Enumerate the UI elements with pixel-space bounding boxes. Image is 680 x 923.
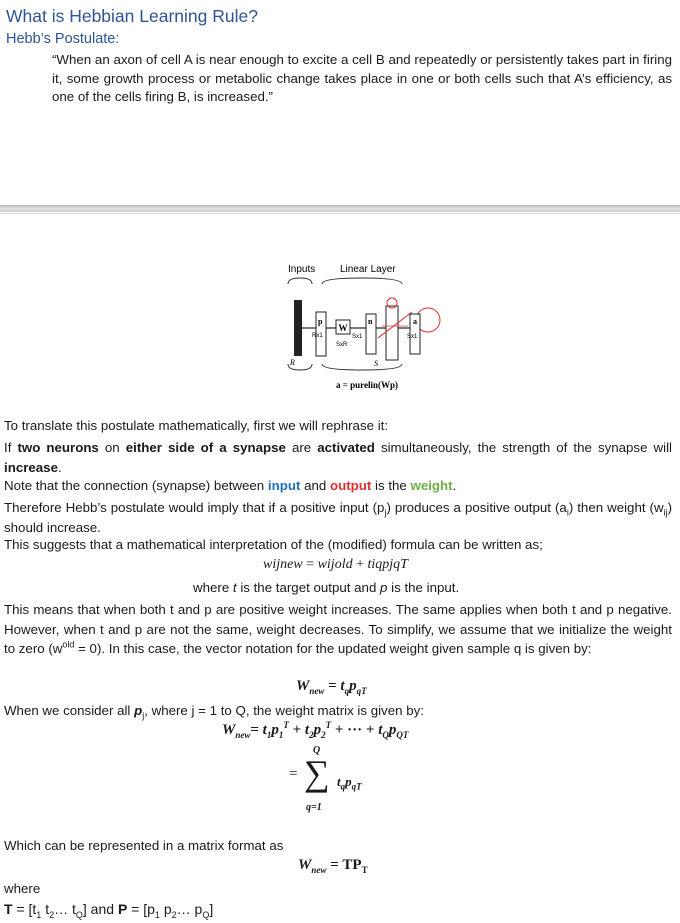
sign-explanation: This means that when both t and p are positive weight increases. The same applies when both t and p negative. However, when t and p are not the same, weight decreases. To simplify, we assume that we initialize the weight to zero $(w^{old} = 0)$. In this case, the vector notation for the updated weight given sample q is given by: (4, 602, 672, 656)
diagram-inputs-label: Inputs (288, 264, 316, 275)
section-subtitle: Hebb’s Postulate: (6, 31, 120, 47)
page-title: What is Hebbian Learning Rule? (6, 6, 258, 26)
diagram-w: W (338, 323, 348, 333)
diagram-a-dim: Sx1 (407, 334, 418, 340)
matrix-equation: $W_{new} = TP_T$ (298, 857, 368, 875)
hebb-quote: “When an axon of cell A is near enough to excite a cell B and repeatedly or persistently takes part in firing it, some growth process or metabolic change takes place in one or both cells such that A’s efficiency, as one of the cells firing B, is increased.” (52, 52, 672, 104)
sum-equals: = (289, 766, 298, 782)
page-divider-line (0, 213, 680, 214)
diagram-w-dim: SxR (336, 342, 348, 348)
diagram-p: p (318, 317, 323, 326)
rephrase-paragraph: If two neurons on either side of a synapse are activated simultaneously, the strength of the synapse will increase. (4, 440, 672, 475)
synapse-note: Note that the connection (synapse) between input and output is the weight. (4, 478, 457, 493)
layer-top-bracket (322, 278, 402, 284)
transfer-function-box (386, 306, 398, 360)
where-text: where (4, 881, 41, 896)
weight-update-equation: wijnew = wijold + tiqpjqT (263, 557, 408, 572)
inputs-top-bracket (288, 278, 312, 284)
diagram-caption: a = purelin(Wp) (336, 380, 398, 390)
diagram-r: R (290, 358, 295, 367)
diagram-s: S (374, 359, 378, 368)
diagram-layer-label: Linear Layer (340, 264, 396, 275)
matrix-definitions: $T = [t_1$ $t_2\dots$ $t_Q$] and $P = [p_1$ $p_2\dots$ $p_Q$] (4, 901, 214, 920)
sample-update-equation: $W_{new} = t_qp_{qT}$ (296, 678, 367, 696)
sum-term: $t_qp_{qT}$ (337, 774, 362, 792)
page-divider (0, 205, 680, 212)
linear-layer-diagram (282, 258, 452, 396)
diagram-p-dim: Rx1 (312, 333, 323, 339)
where-target-text: where t is the target output and p is the input. (193, 580, 460, 595)
sigma-symbol: ∑ (304, 753, 330, 793)
diagram-a: a (413, 317, 417, 326)
diagram-n-dim: Sx1 (352, 334, 363, 340)
sum-lower-limit: q=1 (306, 802, 322, 813)
matrix-format-text: Which can be represented in a matrix format as (4, 838, 284, 853)
sum-upper-limit: Q (313, 745, 321, 756)
interpretation-text: This suggests that a mathematical interpretation of the (modified) formula can be written as; (4, 537, 543, 552)
input-bar (294, 300, 302, 356)
all-samples-text: When we consider all $p_j$, where j = 1 to Q, the weight matrix is given by: (4, 703, 424, 721)
hebb-implication: Therefore Hebb’s postulate would imply that if a positive input $(p_j)$ produces a positive output $(a_i)$ then weight $(w_{ij})$ should increase. (4, 500, 673, 535)
diagram-n: n (368, 317, 373, 326)
intro-paragraph: To translate this postulate mathematically, first we will rephrase it: (4, 418, 389, 433)
weight-matrix-sum: $W_{new}= t_1p_1^T + t_2p_2^T$ + ··· + $t_Qp_{QT}$ (222, 720, 409, 740)
